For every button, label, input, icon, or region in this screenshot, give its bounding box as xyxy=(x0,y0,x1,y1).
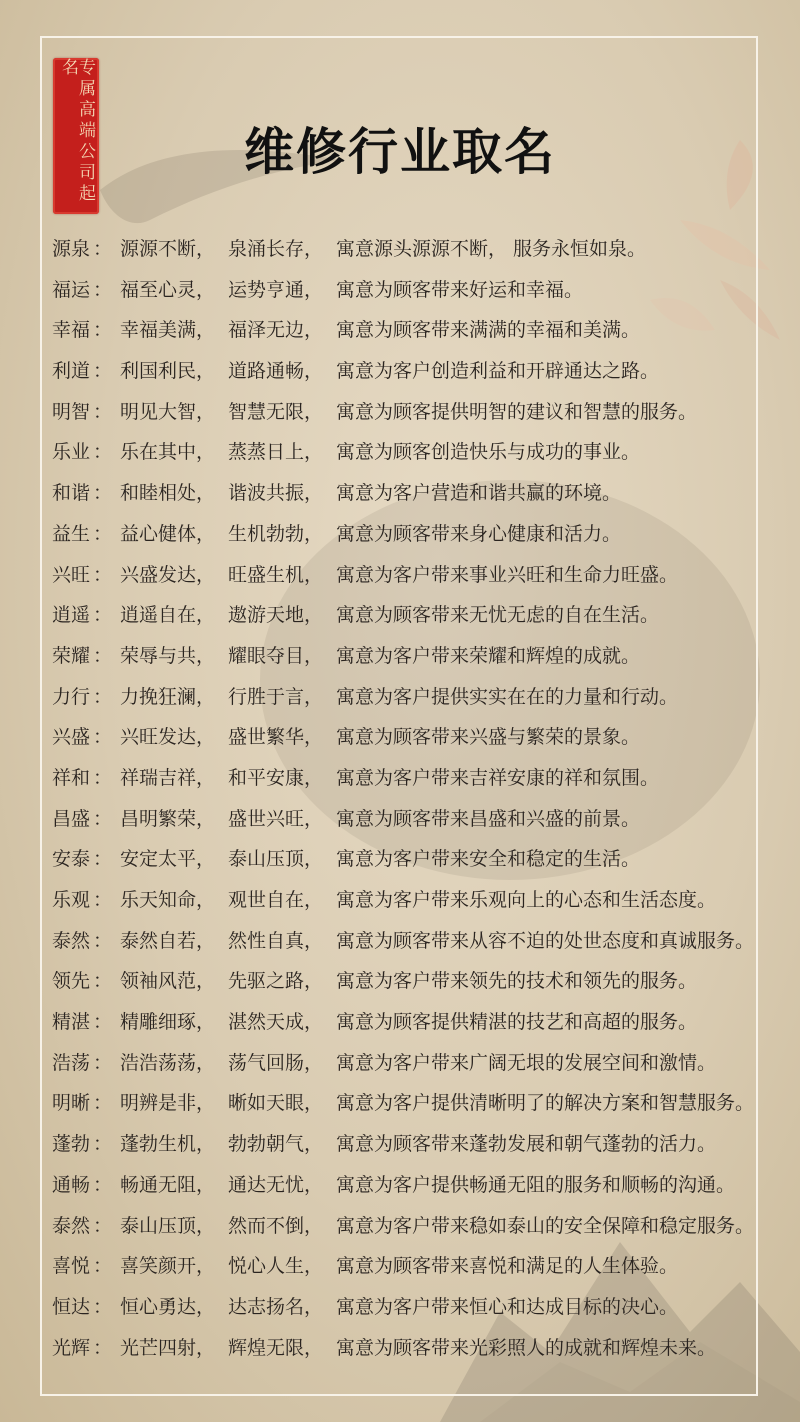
entry-phrase-1: 兴旺发达， xyxy=(120,726,216,749)
entry-phrase-2: 辉煌无限， xyxy=(228,1336,324,1359)
entry-phrase-1: 利国利民， xyxy=(120,360,216,383)
entry-phrase-2: 然性自真， xyxy=(228,929,324,952)
entry-colon: ： xyxy=(93,1214,113,1237)
name-entry xyxy=(0,1083,800,1124)
page-title: 维修行业取名 xyxy=(244,123,556,181)
entry-colon: ： xyxy=(93,848,113,871)
entry-meaning: 寓意为客户带来安全和稳定的生活。 xyxy=(336,848,641,871)
entry-name: 利道 xyxy=(52,360,91,383)
name-entry xyxy=(0,1002,800,1043)
entry-name: 逍遥 xyxy=(52,604,91,627)
entry-phrase-1: 源源不断， xyxy=(120,238,216,260)
entry-colon: ： xyxy=(93,766,113,789)
entry-phrase-1: 益心健体， xyxy=(120,522,216,545)
seal-text: 专属高端公司起名 xyxy=(58,58,95,205)
entry-phrase-2: 盛世兴旺， xyxy=(228,807,324,830)
entry-phrase-1: 幸福美满， xyxy=(120,319,216,342)
entry-colon: ： xyxy=(93,1173,113,1196)
entry-phrase-2: 泉涌长存， xyxy=(228,238,324,260)
entry-phrase-2: 和平安康， xyxy=(228,766,324,789)
entry-phrase-2: 生机勃勃， xyxy=(228,522,324,545)
entry-phrase-2: 盛世繁华， xyxy=(228,726,324,749)
entry-colon: ： xyxy=(93,604,113,627)
entry-name: 幸福 xyxy=(52,319,91,342)
entry-phrase-2: 道路通畅， xyxy=(228,360,324,383)
entry-phrase-1: 喜笑颜开， xyxy=(120,1255,216,1278)
entry-phrase-2: 蒸蒸日上， xyxy=(228,441,324,464)
entry-meaning: 寓意为顾客带来喜悦和满足的人生体验。 xyxy=(336,1255,679,1278)
entry-colon: ： xyxy=(93,1011,113,1034)
entry-phrase-1: 荣辱与共， xyxy=(120,644,216,667)
name-entry xyxy=(0,555,800,596)
entry-meaning: 寓意为顾客带来昌盛和兴盛的前景。 xyxy=(336,807,641,830)
name-entry xyxy=(0,1206,800,1247)
entry-meaning: 寓意为客户创造利益和开辟通达之路。 xyxy=(336,360,660,383)
entry-name: 蓬勃 xyxy=(52,1133,91,1156)
entry-name: 泰然 xyxy=(52,929,91,952)
entry-phrase-2: 泰山压顶， xyxy=(228,848,324,871)
entry-phrase-1: 光芒四射， xyxy=(120,1336,216,1359)
entry-phrase-1: 力挽狂澜， xyxy=(120,685,216,708)
entry-name: 通畅 xyxy=(52,1173,91,1196)
entry-phrase-1: 蓬勃生机， xyxy=(120,1133,216,1156)
entry-colon: ： xyxy=(93,319,113,342)
entry-phrase-1: 精雕细琢， xyxy=(120,1011,216,1034)
name-entry xyxy=(0,1124,800,1165)
entry-colon: ： xyxy=(93,441,113,464)
entry-meaning: 寓意为顾客带来无忧无虑的自在生活。 xyxy=(336,604,660,627)
entry-name: 泰然 xyxy=(52,1214,91,1237)
name-entry xyxy=(0,1043,800,1084)
entry-name: 安泰 xyxy=(52,848,91,871)
name-entry xyxy=(0,1246,800,1287)
entry-meaning: 寓意为顾客带来从容不迫的处世态度和真诚服务。 xyxy=(336,929,755,952)
entry-phrase-1: 福至心灵， xyxy=(120,278,216,301)
entry-name: 福运 xyxy=(52,278,91,301)
entry-colon: ： xyxy=(93,482,113,505)
entry-name: 兴盛 xyxy=(52,726,91,749)
entry-phrase-2: 悦心人生， xyxy=(228,1255,324,1278)
entry-name: 祥和 xyxy=(52,766,91,789)
entry-phrase-1: 浩浩荡荡， xyxy=(120,1051,216,1074)
entry-name: 荣耀 xyxy=(52,644,91,667)
entry-name: 光辉 xyxy=(52,1336,91,1359)
entry-phrase-2: 行胜于言， xyxy=(228,685,324,708)
entry-name: 精湛 xyxy=(52,1011,91,1034)
entry-meaning: 寓意为客户营造和谐共赢的环境。 xyxy=(336,482,622,505)
entry-meaning: 寓意为客户提供畅通无阻的服务和顺畅的沟通。 xyxy=(336,1173,736,1196)
entry-phrase-1: 和睦相处， xyxy=(120,482,216,505)
name-entry xyxy=(0,432,800,473)
entry-colon: ： xyxy=(93,400,113,423)
entry-meaning: 寓意源头源源不断， 服务永恒如泉。 xyxy=(336,238,647,260)
entry-name: 乐观 xyxy=(52,889,91,911)
entry-colon: ： xyxy=(93,726,113,749)
entry-meaning: 寓意为顾客带来兴盛与繁荣的景象。 xyxy=(336,726,641,749)
name-entry xyxy=(0,677,800,718)
entry-colon: ： xyxy=(93,1255,113,1278)
entry-colon: ： xyxy=(93,360,113,383)
entry-phrase-2: 通达无忧， xyxy=(228,1173,324,1196)
entry-phrase-2: 耀眼夺目， xyxy=(228,644,324,667)
entry-name: 源泉 xyxy=(52,238,91,260)
entry-phrase-1: 逍遥自在， xyxy=(120,604,216,627)
name-entry xyxy=(0,921,800,962)
entry-colon: ： xyxy=(93,929,113,952)
entry-colon: ： xyxy=(93,970,113,993)
entry-name: 领先 xyxy=(52,970,91,993)
entry-phrase-1: 乐天知命， xyxy=(120,889,216,911)
entry-name: 兴旺 xyxy=(52,563,91,586)
entry-meaning: 寓意为客户带来荣耀和辉煌的成就。 xyxy=(336,644,641,667)
name-entry xyxy=(0,473,800,514)
entry-meaning: 寓意为顾客带来光彩照人的成就和辉煌未来。 xyxy=(336,1336,717,1359)
entry-phrase-2: 旺盛生机， xyxy=(228,563,324,586)
name-entry xyxy=(0,717,800,758)
entry-colon: ： xyxy=(93,522,113,545)
entry-phrase-1: 乐在其中， xyxy=(120,441,216,464)
entry-meaning: 寓意为顾客带来好运和幸福。 xyxy=(336,278,584,301)
entry-phrase-2: 观世自在， xyxy=(228,889,324,911)
entry-phrase-2: 然而不倒， xyxy=(228,1214,324,1237)
entry-name: 喜悦 xyxy=(52,1255,91,1278)
entry-colon: ： xyxy=(93,1051,113,1074)
name-entry xyxy=(0,1328,800,1369)
entry-name: 明晰 xyxy=(52,1092,91,1115)
entry-phrase-2: 遨游天地， xyxy=(228,604,324,627)
entry-phrase-1: 安定太平， xyxy=(120,848,216,871)
name-entry xyxy=(0,961,800,1002)
entry-phrase-1: 兴盛发达， xyxy=(120,563,216,586)
entry-colon: ： xyxy=(93,807,113,830)
name-entry xyxy=(0,310,800,351)
entry-phrase-2: 勃勃朝气， xyxy=(228,1133,324,1156)
entry-meaning: 寓意为顾客带来蓬勃发展和朝气蓬勃的活力。 xyxy=(336,1133,717,1156)
entry-colon: ： xyxy=(93,685,113,708)
entry-phrase-2: 福泽无边， xyxy=(228,319,324,342)
entry-colon: ： xyxy=(93,238,113,260)
entry-name: 乐业 xyxy=(52,441,91,464)
entry-meaning: 寓意为客户带来广阔无垠的发展空间和激情。 xyxy=(336,1051,717,1074)
entry-phrase-1: 祥瑞吉祥， xyxy=(120,766,216,789)
name-entry xyxy=(0,758,800,799)
entry-meaning: 寓意为客户带来事业兴旺和生命力旺盛。 xyxy=(336,563,679,586)
name-entry xyxy=(0,1165,800,1206)
entry-colon: ： xyxy=(93,1092,113,1115)
entry-colon: ： xyxy=(93,1133,113,1156)
entry-phrase-1: 明见大智， xyxy=(120,400,216,423)
entry-colon: ： xyxy=(93,644,113,667)
name-entry xyxy=(0,514,800,555)
entry-meaning: 寓意为客户带来领先的技术和领先的服务。 xyxy=(336,970,698,993)
entry-meaning: 寓意为顾客带来满满的幸福和美满。 xyxy=(336,319,641,342)
entry-phrase-1: 泰然自若， xyxy=(120,929,216,952)
entry-phrase-2: 达志扬名， xyxy=(228,1295,324,1318)
entry-meaning: 寓意为顾客提供精湛的技艺和高超的服务。 xyxy=(336,1011,698,1034)
entry-phrase-1: 恒心勇达， xyxy=(120,1295,216,1318)
entry-name: 力行 xyxy=(52,685,91,708)
name-entry xyxy=(0,1287,800,1328)
entry-phrase-1: 泰山压顶， xyxy=(120,1214,216,1237)
name-entry xyxy=(0,880,800,921)
entry-name: 昌盛 xyxy=(52,807,91,830)
entry-phrase-1: 畅通无阻， xyxy=(120,1173,216,1196)
name-entry xyxy=(0,270,800,311)
name-entry xyxy=(0,229,800,270)
entry-phrase-2: 晰如天眼， xyxy=(228,1092,324,1115)
entry-meaning: 寓意为客户带来乐观向上的心态和生活态度。 xyxy=(336,889,717,911)
name-entry xyxy=(0,799,800,840)
entry-phrase-1: 昌明繁荣， xyxy=(120,807,216,830)
entry-name: 浩荡 xyxy=(52,1051,91,1074)
entry-colon: ： xyxy=(93,1295,113,1318)
entry-meaning: 寓意为客户带来吉祥安康的祥和氛围。 xyxy=(336,766,660,789)
name-list xyxy=(0,229,800,1368)
entry-phrase-2: 荡气回肠， xyxy=(228,1051,324,1074)
entry-colon: ： xyxy=(93,1336,113,1359)
entry-phrase-2: 谐波共振， xyxy=(228,482,324,505)
name-entry xyxy=(0,351,800,392)
name-entry xyxy=(0,392,800,433)
entry-meaning: 寓意为客户带来恒心和达成目标的决心。 xyxy=(336,1295,679,1318)
entry-meaning: 寓意为顾客创造快乐与成功的事业。 xyxy=(336,441,641,464)
entry-phrase-2: 湛然天成， xyxy=(228,1011,324,1034)
entry-colon: ： xyxy=(93,889,113,911)
name-entry xyxy=(0,636,800,677)
entry-name: 恒达 xyxy=(52,1295,91,1318)
entry-name: 益生 xyxy=(52,522,91,545)
entry-phrase-2: 先驱之路， xyxy=(228,970,324,993)
entry-meaning: 寓意为客户带来稳如泰山的安全保障和稳定服务。 xyxy=(336,1214,755,1237)
entry-meaning: 寓意为顾客提供明智的建议和智慧的服务。 xyxy=(336,400,698,423)
entry-phrase-1: 领袖风范， xyxy=(120,970,216,993)
name-entry xyxy=(0,595,800,636)
entry-meaning: 寓意为客户提供清晰明了的解决方案和智慧服务。 xyxy=(336,1092,755,1115)
entry-colon: ： xyxy=(93,278,113,301)
entry-phrase-2: 运势亨通， xyxy=(228,278,324,301)
name-entry xyxy=(0,839,800,880)
entry-phrase-2: 智慧无限， xyxy=(228,400,324,423)
entry-meaning: 寓意为顾客带来身心健康和活力。 xyxy=(336,522,622,545)
entry-meaning: 寓意为客户提供实实在在的力量和行动。 xyxy=(336,685,679,708)
entry-name: 和谐 xyxy=(52,482,91,505)
entry-name: 明智 xyxy=(52,400,91,423)
entry-phrase-1: 明辨是非， xyxy=(120,1092,216,1115)
entry-colon: ： xyxy=(93,563,113,586)
